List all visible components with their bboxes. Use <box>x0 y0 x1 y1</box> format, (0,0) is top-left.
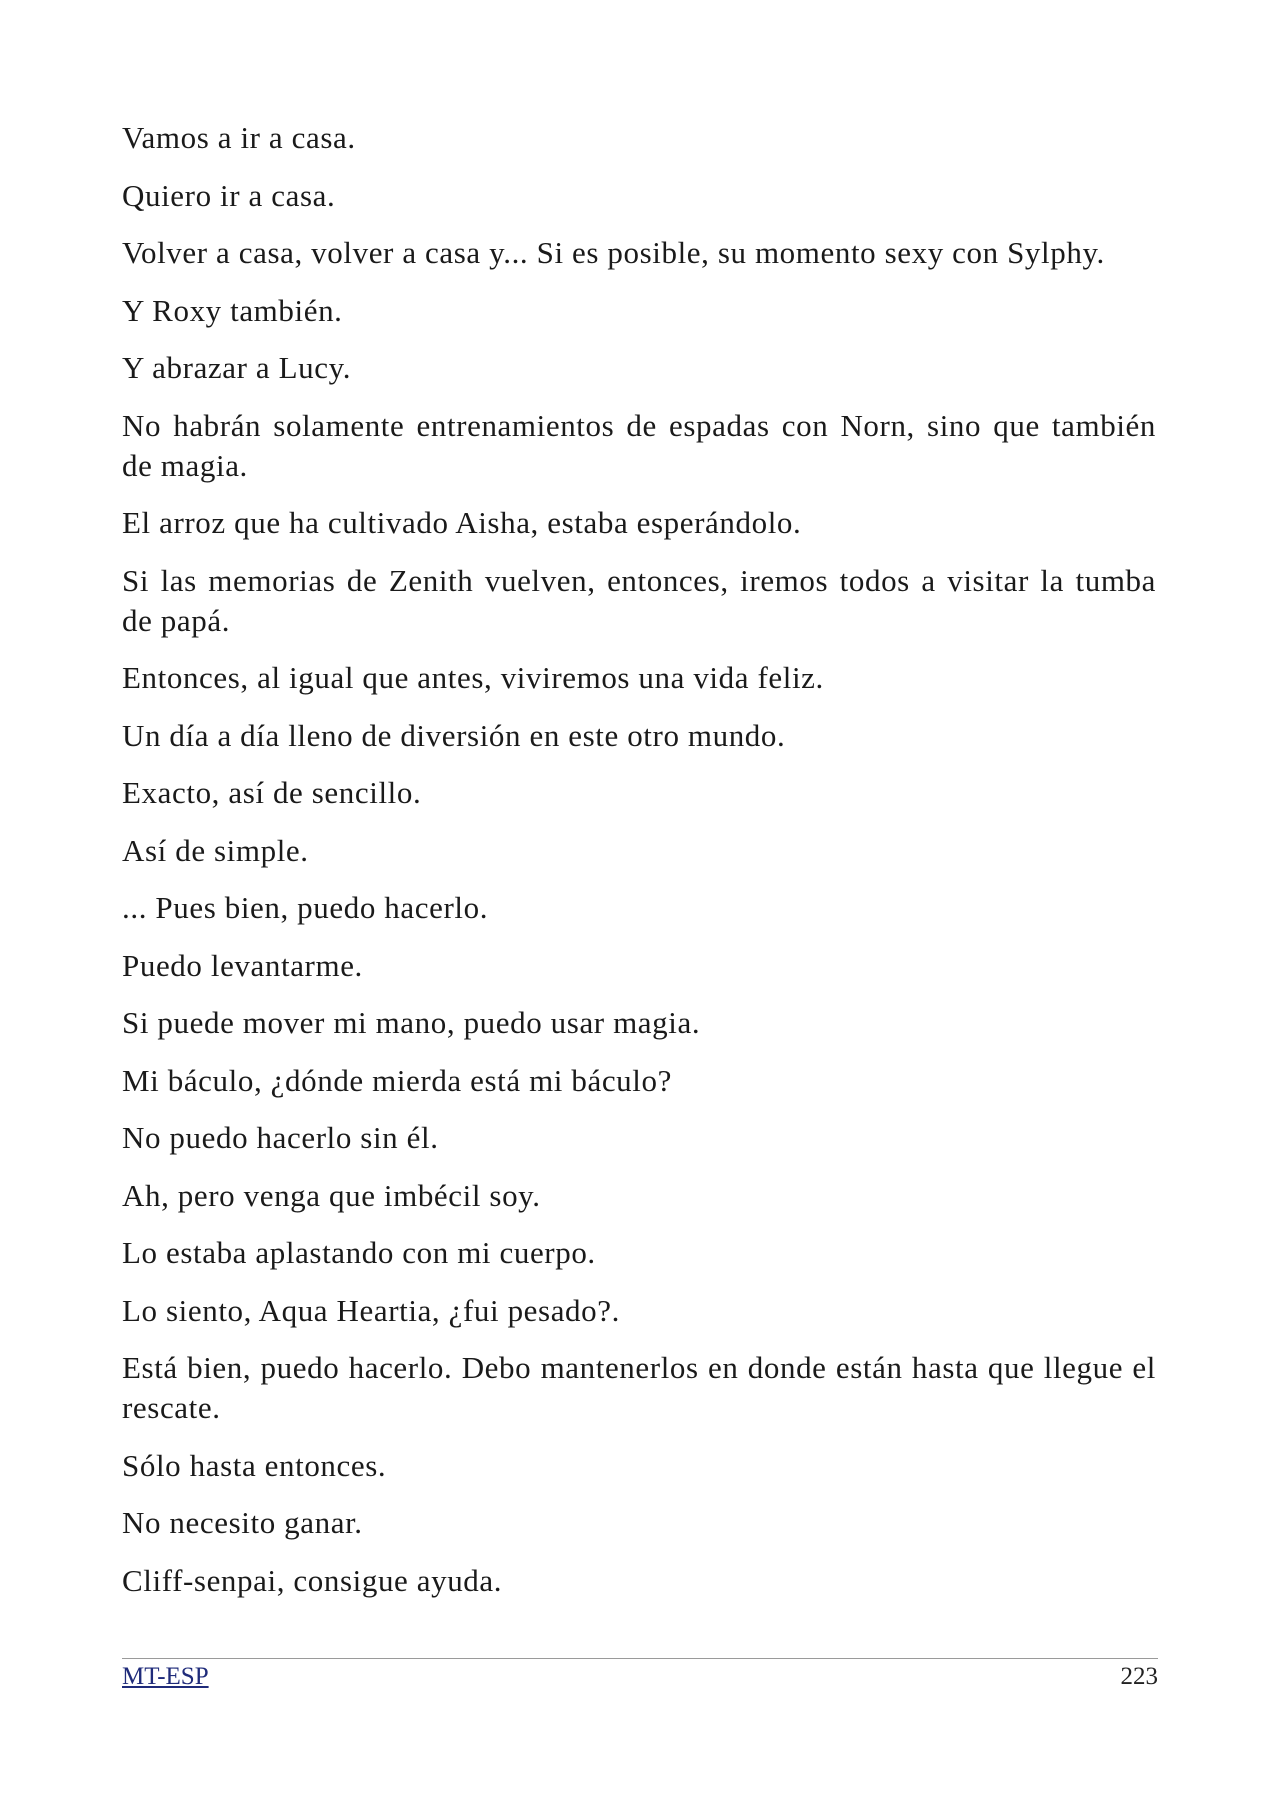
paragraph: Y abrazar a Lucy. <box>122 350 352 385</box>
paragraph: Sólo hasta entonces. <box>122 1447 387 1483</box>
paragraph: Mi báculo, ¿dónde mierda está mi báculo? <box>122 1062 672 1098</box>
paragraph: Quiero ir a casa. <box>122 177 336 213</box>
page-footer <box>122 1658 1158 1690</box>
paragraph: ... Pues bien, puedo hacerlo. <box>122 890 489 925</box>
paragraph: Ah, pero venga que imbécil soy. <box>122 1177 541 1213</box>
paragraph: Si las memorias de Zenith vuelven, entonces, iremos todos a visitar la tumba de papá. <box>122 562 1156 638</box>
paragraph: Si puede mover mi mano, puedo usar magia. <box>122 1005 701 1040</box>
paragraph: No puedo hacerlo sin él. <box>122 1120 439 1155</box>
paragraph: Puedo levantarme. <box>122 947 363 983</box>
paragraph: Vamos a ir a casa. <box>122 120 356 155</box>
paragraph: Entonces, al igual que antes, viviremos una vida feliz. <box>122 660 824 695</box>
paragraph: Y Roxy también. <box>122 292 343 328</box>
paragraph: Exacto, así de sencillo. <box>122 775 422 810</box>
paragraph: Cliff-senpai, consigue ayuda. <box>122 1562 503 1598</box>
paragraph: El arroz que ha cultivado Aisha, estaba esperándolo. <box>122 505 802 540</box>
paragraph: Volver a casa, volver a casa y... Si es posible, su momento sexy con Sylphy. <box>122 235 1105 270</box>
footer-link[interactable]: MT-ESP <box>122 1663 209 1690</box>
paragraph: Así de simple. <box>122 832 309 868</box>
page-body <box>122 118 1156 1618</box>
paragraph: No habrán solamente entrenamientos de espadas con Norn, sino que también de magia. <box>122 407 1156 483</box>
paragraph: Está bien, puedo hacerlo. Debo mantenerlos en donde están hasta que llegue el rescate. <box>122 1350 1156 1425</box>
page-number: 223 <box>1120 1663 1158 1690</box>
paragraph: Lo estaba aplastando con mi cuerpo. <box>122 1235 596 1270</box>
paragraph: Un día a día lleno de diversión en este otro mundo. <box>122 717 786 753</box>
paragraph: Lo siento, Aqua Heartia, ¿fui pesado?. <box>122 1292 620 1328</box>
paragraph: No necesito ganar. <box>122 1505 363 1540</box>
